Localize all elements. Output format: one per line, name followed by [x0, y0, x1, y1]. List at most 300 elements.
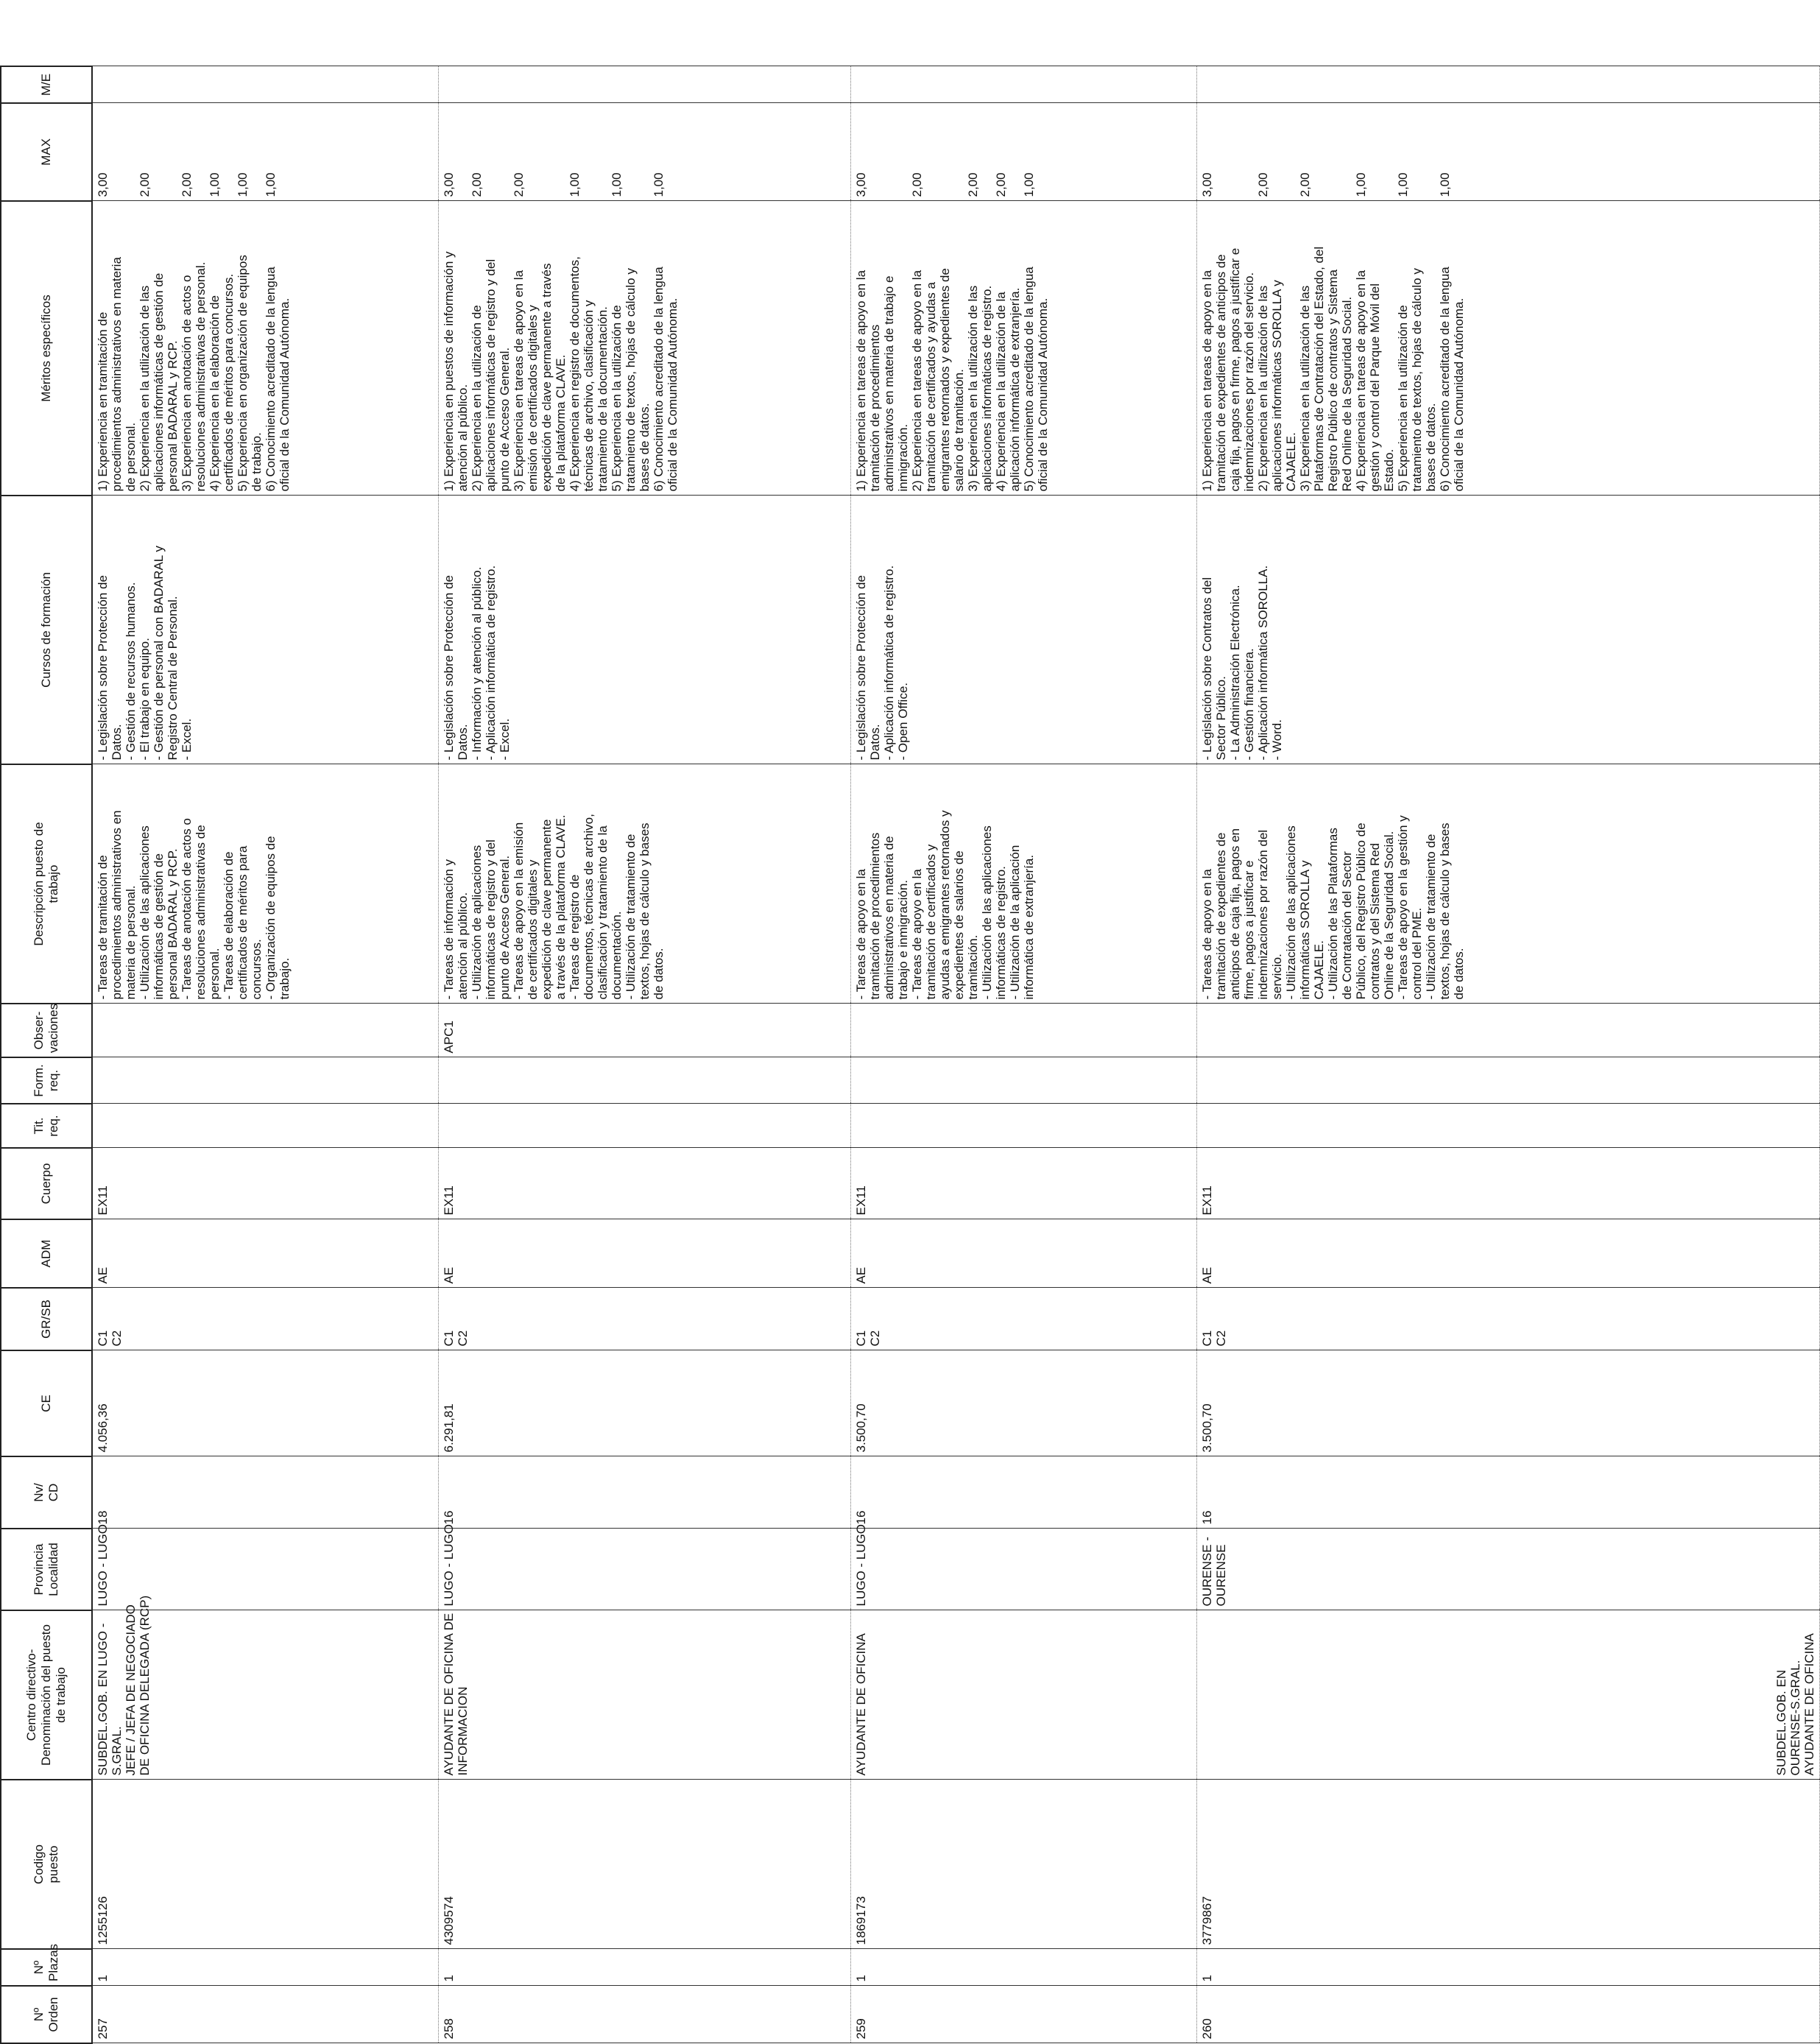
- centro-line: SUBDEL.GOB. EN: [1774, 1669, 1788, 1776]
- header-cuerpo: [1, 1148, 92, 1219]
- cell-cuerpo: [438, 1148, 850, 1219]
- header-nivel: [1, 1456, 92, 1529]
- orden-value: 258: [441, 2018, 456, 2040]
- cell-me: [850, 66, 1196, 103]
- grupo-line: C2: [867, 1330, 882, 1347]
- descripcion-line: - Utilización de las Plataformas: [1325, 828, 1340, 1000]
- cuerpo-value: EX11: [853, 1185, 868, 1216]
- cell-titulacion: [850, 1104, 1196, 1148]
- plazas-value: 1: [96, 1975, 110, 1982]
- max-score: 1,00: [264, 172, 278, 197]
- header-text: Nv/: [32, 1483, 46, 1502]
- cell-grupo: [1196, 1288, 1819, 1350]
- nivel-value: 16: [441, 1510, 456, 1525]
- provincia-line: OURENSE: [1213, 1544, 1228, 1607]
- cell-descripcion: [850, 764, 1196, 1004]
- header-orden: [1, 1986, 92, 2043]
- cursos-line: - Legislación sobre Protección de: [96, 575, 110, 761]
- grupo-line: C1: [853, 1330, 868, 1347]
- cell-orden: [92, 1986, 438, 2043]
- max-score: 2,00: [1255, 172, 1270, 197]
- header-text: Codigo: [32, 1844, 46, 1884]
- descripcion-line: - Organización de equipos de: [264, 836, 278, 1000]
- descripcion-line: Público, del Registro Público de: [1353, 822, 1368, 1000]
- max-score: 2,00: [180, 172, 194, 197]
- table-row: [850, 66, 1196, 2043]
- nivel-value: 18: [96, 1510, 110, 1525]
- meritos-line: 6) Conocimiento acreditado de la lengua: [1437, 267, 1452, 492]
- meritos-line: CAJAELE.: [1283, 432, 1298, 492]
- descripcion-line: - Utilización de aplicaciones: [469, 845, 484, 1000]
- header-text: vaciones: [46, 1003, 60, 1053]
- cell-observaciones: [1196, 1004, 1819, 1057]
- meritos-line: oficial de la Comunidad Autónoma.: [665, 297, 680, 492]
- cell-cursos: [850, 496, 1196, 764]
- grupo-line: C2: [455, 1330, 470, 1347]
- meritos-line: 3) Experiencia en la utilización de las: [1297, 285, 1312, 492]
- orden-value: 257: [96, 2018, 110, 2040]
- header-text: Cuerpo: [39, 1163, 53, 1205]
- cell-meritos: [850, 201, 1196, 496]
- cell-ce: [1196, 1350, 1819, 1456]
- cursos-line: - Excel.: [497, 718, 512, 761]
- header-text: Nº: [32, 1960, 46, 1975]
- meritos-line: oficial de la Comunidad Autónoma.: [1451, 297, 1466, 492]
- cell-codigo: [438, 1780, 850, 1949]
- descripcion-line: control del PME.: [1409, 907, 1424, 1000]
- header-descripcion: [1, 764, 92, 1004]
- cell-titulacion: [438, 1104, 850, 1148]
- cell-max: [92, 103, 438, 201]
- grupo-line: C1: [1199, 1330, 1214, 1347]
- ce-value: 4.056,36: [96, 1403, 110, 1453]
- meritos-line: bases de datos.: [1423, 403, 1438, 492]
- cell-cursos: [438, 496, 850, 764]
- meritos-line: aplicaciones informáticas de gestión de: [152, 272, 166, 492]
- meritos-line: salario de tramitación.: [951, 369, 966, 492]
- meritos-line: de personal.: [124, 422, 138, 492]
- meritos-line: aplicaciones informáticas de registro y del: [483, 258, 498, 492]
- job-positions-table: [0, 66, 1820, 2044]
- centro-line: INFORMACION: [455, 1686, 470, 1776]
- header-text: Tit.: [32, 1117, 46, 1135]
- meritos-line: 4) Experiencia en la elaboración de: [208, 295, 222, 492]
- cell-adm: [850, 1219, 1196, 1288]
- ce-value: 3.500,70: [1199, 1403, 1214, 1453]
- descripcion-line: textos, hojas de cálculo y bases: [1437, 822, 1452, 1000]
- meritos-line: Estado.: [1381, 448, 1396, 492]
- meritos-line: 1) Experiencia en tramitación de: [96, 311, 110, 492]
- header-plazas: [1, 1943, 92, 1986]
- cursos-line: - Aplicación informática SOROLLA.: [1255, 565, 1270, 761]
- cursos-line: - Gestión financiera.: [1241, 648, 1256, 761]
- meritos-line: gestión y control del Parque Móvil del: [1367, 283, 1382, 492]
- max-score: 1,00: [567, 172, 582, 197]
- descripcion-line: trabajo e inmigración.: [895, 879, 910, 1000]
- cell-max: [438, 103, 850, 201]
- descripcion-line: materia de personal.: [124, 885, 138, 1000]
- header-text: Orden: [46, 1997, 60, 2032]
- meritos-line: de la plataforma CLAVE.: [553, 354, 568, 492]
- descripcion-line: - Tareas de apoyo en la gestión y: [1395, 815, 1410, 1000]
- cell-cursos: [92, 496, 438, 764]
- descripcion-line: textos, hojas de cálculo y bases: [637, 822, 652, 1000]
- descripcion-line: informática de extranjería.: [1021, 854, 1036, 1000]
- max-score: 1,00: [1395, 172, 1410, 197]
- header-max: [1, 103, 92, 201]
- meritos-line: oficial de la Comunidad Autónoma.: [278, 297, 292, 492]
- meritos-line: 5) Conocimiento acreditado de la lengua: [1021, 267, 1036, 492]
- cell-plazas: [850, 1949, 1196, 1986]
- cell-adm: [92, 1219, 438, 1288]
- cell-meritos: [1196, 201, 1819, 496]
- cell-descripcion: [1196, 764, 1819, 1004]
- header-text: Centro directivo-: [24, 1649, 38, 1741]
- meritos-line: resoluciones administrativas de personal.: [194, 261, 208, 492]
- adm-value: AE: [1199, 1266, 1214, 1284]
- meritos-line: 5) Experiencia en organización de equipos: [236, 255, 250, 492]
- header-formacion: [1, 1057, 92, 1104]
- descripcion-line: - Tareas de apoyo en la: [909, 869, 924, 1000]
- cuerpo-value: EX11: [96, 1185, 110, 1216]
- header-text: trabajo: [46, 864, 60, 903]
- meritos-line: Registro Público de contratos y Sistema: [1325, 269, 1340, 492]
- meritos-line: inmigración.: [895, 423, 910, 492]
- centro-line: JEFE / JEFA DE NEGOCIADO: [124, 1604, 138, 1776]
- header-text: Provincia: [32, 1543, 46, 1596]
- cell-observaciones: [92, 1004, 438, 1057]
- cursos-line: Sector Público.: [1213, 676, 1228, 761]
- descripcion-line: informáticas de registro.: [993, 866, 1008, 1000]
- header-grupo: [1, 1288, 92, 1350]
- ce-value: 6.291,81: [441, 1403, 456, 1453]
- cell-centro: [92, 1595, 438, 1780]
- provincia-line: OURENSE -: [1199, 1537, 1214, 1607]
- descripcion-line: procedimientos administrativos en: [110, 810, 124, 1000]
- descripcion-line: informáticas SOROLLA y: [1297, 860, 1312, 1000]
- meritos-line: 6) Conocimiento acreditado de la lengua: [651, 267, 666, 492]
- header-meritos: [1, 201, 92, 496]
- meritos-line: 3) Experiencia en anotación de actos o: [180, 275, 194, 492]
- descripcion-line: - Tareas de elaboración de: [222, 851, 236, 1000]
- orden-value: 259: [853, 2018, 868, 2040]
- descripcion-line: tramitación de certificados y: [923, 844, 938, 1000]
- header-text: Localidad: [46, 1543, 60, 1596]
- meritos-line: bases de datos.: [637, 403, 652, 492]
- header-ce: [1, 1350, 92, 1456]
- meritos-line: aplicaciones informáticas de registro.: [979, 285, 994, 492]
- descripcion-line: - Utilización de las aplicaciones: [979, 825, 994, 1000]
- descripcion-line: certificados de méritos para: [236, 845, 250, 1000]
- cell-nivel: [850, 1456, 1196, 1529]
- meritos-line: expedición de clave permanente a través: [539, 263, 554, 492]
- header-centro: [1, 1610, 92, 1780]
- descripcion-line: atención al público.: [455, 892, 470, 1000]
- descripcion-line: concursos.: [250, 939, 264, 1000]
- cursos-line: - Gestión de personal con BADARAL y: [152, 546, 166, 761]
- descripcion-line: - Utilización de las aplicaciones: [1283, 825, 1298, 1000]
- cell-cuerpo: [1196, 1148, 1819, 1219]
- cell-me: [438, 66, 850, 103]
- meritos-line: oficial de la Comunidad Autónoma.: [1035, 297, 1050, 492]
- table-row: [92, 66, 438, 2043]
- cursos-line: - Aplicación informática de registro.: [881, 565, 896, 761]
- cell-cuerpo: [92, 1148, 438, 1219]
- codigo-value: 3779867: [1199, 1896, 1214, 1945]
- header-text: de trabajo: [54, 1667, 68, 1723]
- descripcion-line: - Utilización de las aplicaciones: [138, 825, 152, 1000]
- header-row: [1, 66, 92, 2043]
- meritos-line: 1) Experiencia en tareas de apoyo en la: [1199, 269, 1214, 492]
- cursos-line: - Open Office.: [895, 682, 910, 761]
- centro-line: S.GRAL.: [110, 1726, 124, 1776]
- cell-adm: [1196, 1219, 1819, 1288]
- header-text: Plazas: [46, 1943, 60, 1981]
- meritos-line: tramitación de certificados y ayudas a: [923, 282, 938, 492]
- descripcion-line: clasificación y tratamiento de la: [595, 825, 610, 1000]
- max-score: 2,00: [1297, 172, 1312, 197]
- cell-observaciones: [850, 1004, 1196, 1057]
- header-text: Méritos específicos: [39, 295, 53, 402]
- max-score: 3,00: [1199, 172, 1214, 197]
- centro-spacer: [1200, 1615, 1774, 1776]
- meritos-line: 2) Experiencia en la utilización de las: [138, 285, 152, 492]
- centro-line: OURENSE-S.GRAL.: [1788, 1660, 1802, 1776]
- descripcion-line: - Tareas de anotación de actos o: [180, 818, 194, 1000]
- table-body: [92, 66, 1819, 2043]
- descripcion-line: - Tareas de información y: [441, 859, 456, 1000]
- cell-adm: [438, 1219, 850, 1288]
- cell-me: [92, 66, 438, 103]
- meritos-line: Plataformas de Contratación del Estado, del: [1311, 246, 1326, 492]
- cell-titulacion: [92, 1104, 438, 1148]
- max-score: 3,00: [96, 172, 110, 197]
- descripcion-line: servicio.: [1269, 954, 1284, 1000]
- header-me: [1, 66, 92, 103]
- table-row: [438, 66, 850, 2043]
- meritos-line: tratamiento de la documentación.: [595, 306, 610, 492]
- cell-plazas: [1196, 1949, 1819, 1986]
- nivel-value: 16: [853, 1510, 868, 1525]
- meritos-line: 3) Experiencia en la utilización de las: [965, 285, 980, 492]
- meritos-line: tratamiento de textos, hojas de cálculo y: [623, 268, 638, 492]
- codigo-value: 4309574: [441, 1896, 456, 1945]
- cursos-line: - Legislación sobre Protección de: [853, 575, 868, 761]
- header-text: puesto: [46, 1845, 60, 1883]
- header-text: Form.: [32, 1064, 46, 1097]
- max-score: 3,00: [853, 172, 868, 197]
- descripcion-line: a través de la plataforma CLAVE.: [553, 814, 568, 1000]
- max-score: 1,00: [236, 172, 250, 197]
- descripcion-line: de certificados digitales y: [525, 859, 540, 1000]
- cell-ce: [850, 1350, 1196, 1456]
- cell-plazas: [92, 1949, 438, 1986]
- meritos-line: Red Online de la Seguridad Social.: [1339, 296, 1354, 492]
- max-score: 1,00: [1437, 172, 1452, 197]
- header-text: Nº: [32, 2007, 46, 2022]
- cell-descripcion: [438, 764, 850, 1004]
- meritos-line: aplicación informática de extranjería.: [1007, 287, 1022, 492]
- descripcion-line: expedientes de salarios de: [951, 850, 966, 1000]
- cursos-line: - El trabajo en equipo.: [138, 638, 152, 761]
- cuerpo-value: EX11: [441, 1185, 456, 1216]
- descripcion-line: trabajo.: [278, 957, 292, 1000]
- max-score: 2,00: [138, 172, 152, 197]
- header-provincia: [1, 1529, 92, 1610]
- codigo-value: 1255126: [96, 1896, 110, 1945]
- descripcion-line: tramitación de procedimientos: [867, 832, 882, 1000]
- provincia-line: LUGO - LUGO: [96, 1524, 110, 1607]
- max-score: 2,00: [965, 172, 980, 197]
- descripcion-line: ayudas a emigrantes retornados y: [937, 810, 952, 1000]
- meritos-line: técnicas de archivo, clasificación y: [581, 300, 596, 492]
- centro-line: AYUDANTE DE OFICINA: [1802, 1633, 1816, 1776]
- adm-value: AE: [441, 1266, 456, 1284]
- descripcion-line: administrativos en materia de: [881, 836, 896, 1000]
- meritos-line: 2) Experiencia en la utilización de: [469, 305, 484, 492]
- cell-orden: [1196, 1986, 1819, 2043]
- header-adm: [1, 1219, 92, 1288]
- centro-line: AYUDANTE DE OFICINA DE: [441, 1613, 456, 1776]
- max-score: 2,00: [469, 172, 484, 197]
- header-text: ADM: [39, 1239, 53, 1268]
- meritos-line: emisión de certificados digitales y: [525, 305, 540, 492]
- cursos-line: - La Administración Electrónica.: [1227, 585, 1242, 761]
- cell-ce: [92, 1350, 438, 1456]
- descripcion-line: contratos y del Sistema Red: [1367, 842, 1382, 1000]
- descripcion-line: - Utilización de tratamiento de: [623, 834, 638, 1000]
- header-text: CD: [46, 1483, 60, 1502]
- cell-provincia: [850, 1524, 1196, 1610]
- ce-value: 3.500,70: [853, 1403, 868, 1453]
- cell-titulacion: [1196, 1104, 1819, 1148]
- cell-provincia: [438, 1524, 850, 1610]
- cursos-line: Datos.: [867, 724, 882, 761]
- max-score: 1,00: [1353, 172, 1368, 197]
- meritos-line: certificados de méritos para concursos.: [222, 273, 236, 492]
- meritos-line: 5) Experiencia en la utilización de: [1395, 305, 1410, 492]
- adm-value: AE: [853, 1266, 868, 1284]
- cell-observaciones: [438, 1004, 850, 1057]
- header-text: CE: [39, 1395, 53, 1412]
- header-text: Denominación del puesto: [39, 1624, 53, 1766]
- cell-grupo: [92, 1288, 438, 1350]
- meritos-line: 4) Experiencia en la utilización de la: [993, 292, 1008, 492]
- descripcion-line: - Tareas de apoyo en la: [853, 869, 868, 1000]
- max-score: 1,00: [1021, 172, 1036, 197]
- cuerpo-value: EX11: [1199, 1185, 1214, 1216]
- cursos-line: - Legislación sobre Contratos del: [1199, 577, 1214, 761]
- provincia-line: LUGO - LUGO: [441, 1524, 456, 1607]
- cell-codigo: [850, 1780, 1196, 1949]
- descripcion-line: anticipos de caja fija, pagos en: [1227, 828, 1242, 1000]
- meritos-line: 5) Experiencia en la utilización de: [609, 305, 624, 492]
- max-score: 3,00: [441, 172, 456, 197]
- cell-plazas: [438, 1949, 850, 1986]
- descripcion-line: firme, pagos a justificar e: [1241, 860, 1256, 1000]
- cell-centro: [1196, 1610, 1819, 1780]
- cell-meritos: [438, 201, 850, 496]
- cell-orden: [850, 1986, 1196, 2043]
- max-score: 1,00: [208, 172, 222, 197]
- descripcion-line: CAJAELE.: [1311, 940, 1326, 1000]
- header-observaciones: [1, 1004, 92, 1057]
- max-score: 1,00: [609, 172, 624, 197]
- meritos-line: 2) Experiencia en tareas de apoyo en la: [909, 269, 924, 492]
- descripcion-line: informáticas de gestión de: [152, 853, 166, 1000]
- descripcion-line: documentación.: [609, 911, 624, 1000]
- descripcion-line: - Tareas de apoyo en la emisión: [511, 822, 526, 1000]
- meritos-line: caja fija, pagos en firme, pagos a justificar e: [1227, 247, 1242, 492]
- descripcion-line: de datos.: [1451, 948, 1466, 1000]
- orden-value: 260: [1199, 2018, 1214, 2040]
- meritos-line: emigrantes retornados y expedientes de: [937, 268, 952, 492]
- descripcion-line: punto de Acceso General.: [497, 855, 512, 1000]
- cell-provincia: [1196, 1529, 1819, 1610]
- cursos-line: - Información y atención al público.: [469, 566, 484, 761]
- max-score: 2,00: [909, 172, 924, 197]
- descripcion-line: informáticas de registro y del: [483, 839, 498, 1000]
- grupo-line: C1: [441, 1330, 456, 1347]
- cell-cuerpo: [850, 1148, 1196, 1219]
- plazas-value: 1: [1199, 1975, 1214, 1982]
- descripcion-line: - Tareas de apoyo en la: [1199, 869, 1214, 1000]
- header-titulacion: [1, 1104, 92, 1148]
- meritos-line: de trabajo.: [250, 432, 264, 492]
- cell-codigo: [92, 1780, 438, 1949]
- grupo-line: C2: [110, 1330, 124, 1347]
- meritos-line: 1) Experiencia en tareas de apoyo en la: [853, 269, 868, 492]
- header-codigo: [1, 1780, 92, 1949]
- cell-grupo: [438, 1288, 850, 1350]
- meritos-line: indemnizaciones por razón del servicio.: [1241, 272, 1256, 492]
- meritos-line: 4) Experiencia en registro de documentos,: [567, 256, 582, 492]
- meritos-line: aplicaciones informáticas SOROLLA y: [1269, 280, 1284, 492]
- cell-ce: [438, 1350, 850, 1456]
- max-score: 1,00: [651, 172, 666, 197]
- cell-codigo: [1196, 1780, 1819, 1949]
- meritos-line: punto de Acceso General.: [497, 347, 512, 492]
- cell-meritos: [92, 201, 438, 496]
- cursos-line: - Gestión de recursos humanos.: [124, 582, 138, 761]
- header-text: MAX: [39, 138, 53, 166]
- header-cursos: [1, 496, 92, 764]
- descripcion-line: documentos, técnicas de archivo,: [581, 814, 596, 1000]
- cell-max: [850, 103, 1196, 201]
- descripcion-line: indemnizaciones por razón del: [1255, 829, 1270, 1000]
- cell-formacion: [1196, 1057, 1819, 1104]
- codigo-value: 1869173: [853, 1896, 868, 1945]
- centro-line: SUBDEL.GOB. EN LUGO -: [96, 1623, 110, 1776]
- centro-line: DE OFICINA DELEGADA (RCP): [138, 1595, 152, 1776]
- max-score: 2,00: [993, 172, 1008, 197]
- descripcion-line: - Utilización de tratamiento de: [1423, 834, 1438, 1000]
- descripcion-line: tramitación.: [965, 934, 980, 1000]
- descripcion-line: - Tareas de registro de: [567, 874, 582, 1000]
- meritos-line: 2) Experiencia en la utilización de las: [1255, 285, 1270, 492]
- header-text: req.: [46, 1115, 60, 1137]
- grupo-line: C1: [96, 1330, 110, 1347]
- meritos-line: tramitación de expedientes de anticipos de: [1213, 254, 1228, 492]
- cell-nivel: [92, 1456, 438, 1529]
- cell-max: [1196, 103, 1819, 201]
- max-score: 2,00: [511, 172, 526, 197]
- descripcion-line: de Contratación del Sector: [1339, 851, 1354, 1000]
- adm-value: AE: [96, 1266, 110, 1284]
- cell-centro: [850, 1610, 1196, 1780]
- cursos-line: Registro Central de Personal.: [166, 596, 180, 761]
- cell-descripcion: [92, 764, 438, 1004]
